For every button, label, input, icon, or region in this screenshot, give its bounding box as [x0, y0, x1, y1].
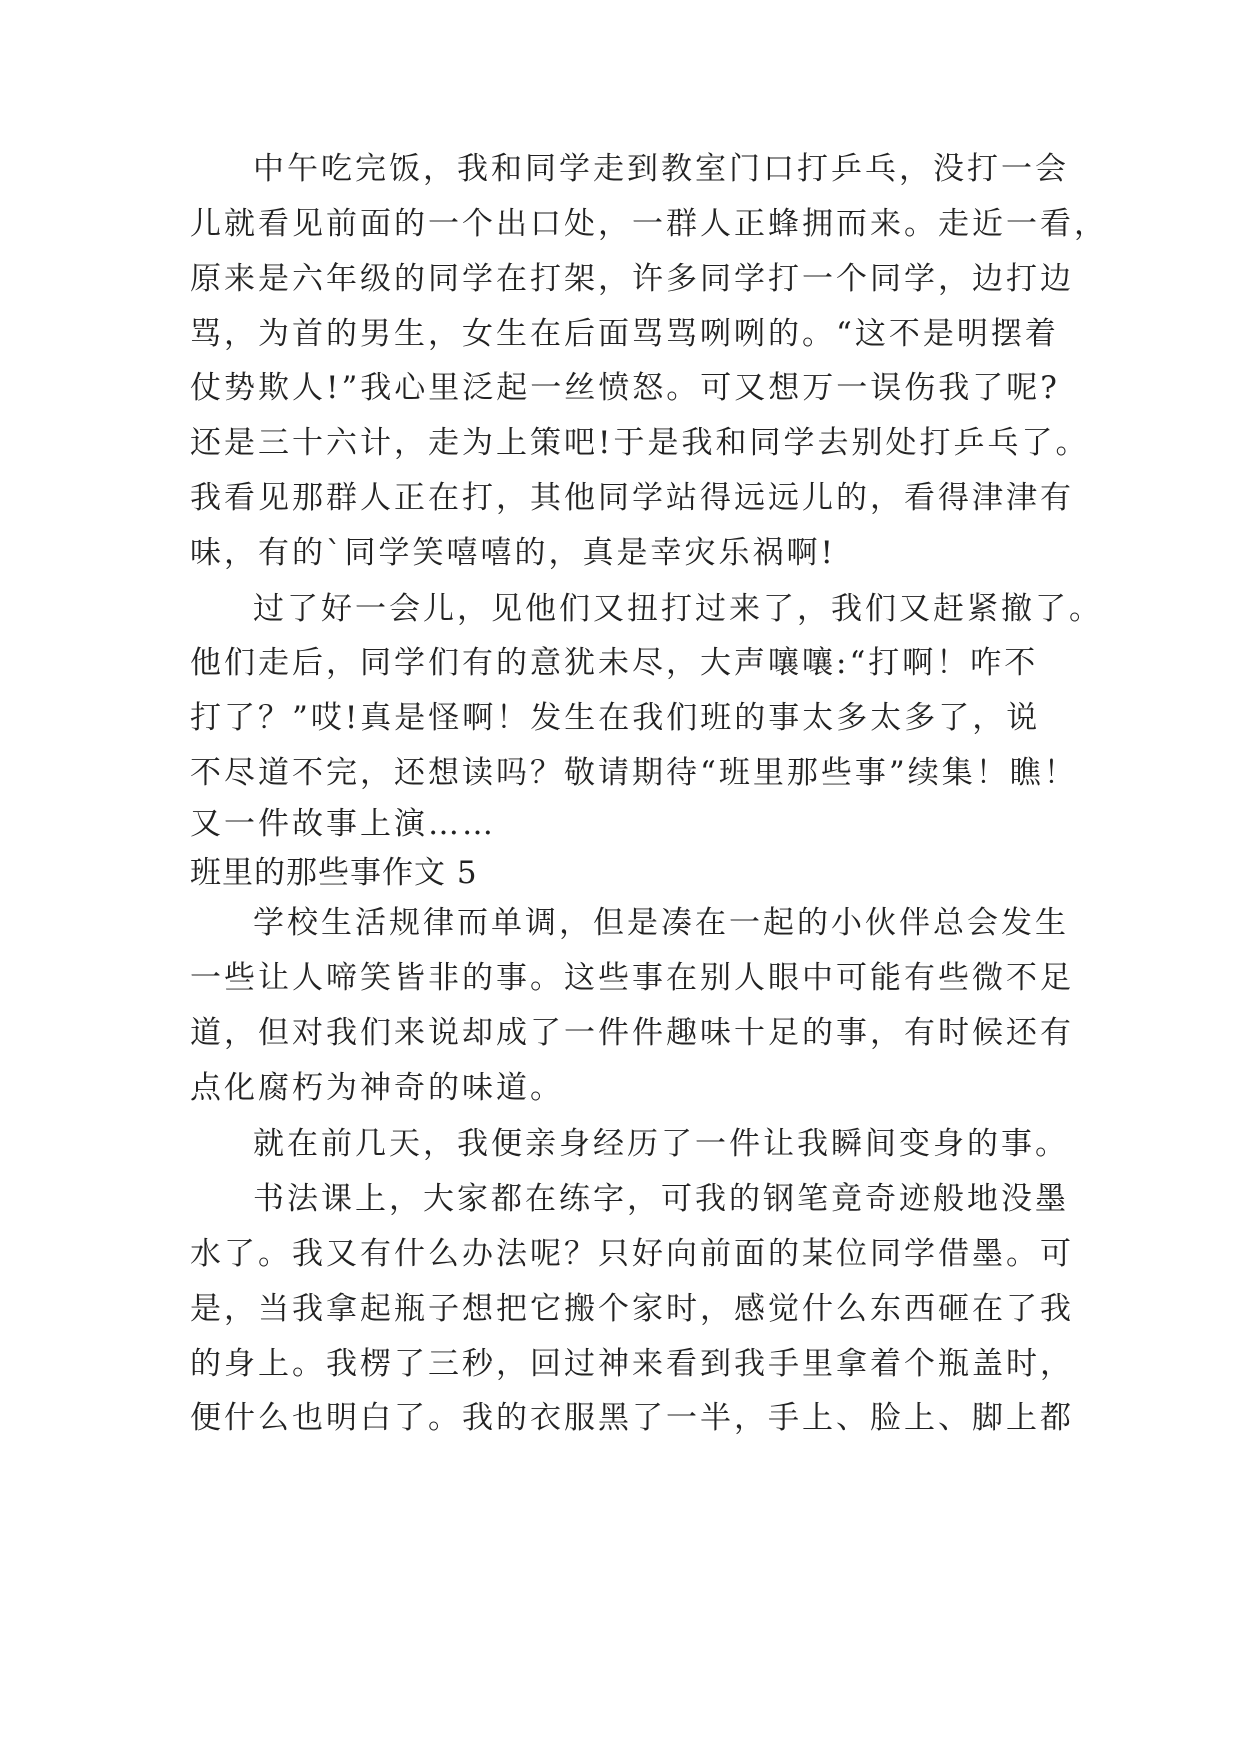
- paragraph-2-line-3: 打了？”哎!真是怪啊！发生在我们班的事太多太多了，说: [190, 700, 1041, 736]
- paragraph-4-line-1: 就在前几天，我便亲身经历了一件让我瞬间变身的事。: [253, 1126, 1069, 1162]
- paragraph-3-line-1: 学校生活规律而单调，但是凑在一起的小伙伴总会发生: [253, 905, 1069, 941]
- paragraph-3-line-4: 点化腐朽为神奇的味道。: [190, 1070, 564, 1106]
- paragraph-5-line-3: 是，当我拿起瓶子想把它搬个家时，感觉什么东西砸在了我: [190, 1291, 1074, 1327]
- paragraph-1-line-1: 中午吃完饭，我和同学走到教室门口打乒乓，没打一会: [253, 151, 1069, 187]
- paragraph-2-line-5: 又一件故事上演……: [190, 806, 496, 842]
- paragraph-1-line-8: 味，有的`同学笑嘻嘻的，真是幸灾乐祸啊!: [190, 535, 836, 571]
- paragraph-2-line-2: 他们走后，同学们有的意犹未尽，大声嚷嚷:“打啊！咋不: [190, 645, 1039, 681]
- paragraph-1-line-2: 儿就看见前面的一个出口处，一群人正蜂拥而来。走近一看，: [190, 206, 1108, 242]
- paragraph-1-line-7: 我看见那群人正在打，其他同学站得远远儿的，看得津津有: [190, 480, 1074, 516]
- paragraph-1-line-3: 原来是六年级的同学在打架，许多同学打一个同学，边打边: [190, 261, 1074, 297]
- paragraph-2-line-4: 不尽道不完，还想读吗？敬请期待“班里那些事”续集！瞧！: [190, 755, 1078, 791]
- section-heading: 班里的那些事作文 5: [190, 855, 478, 891]
- paragraph-1-line-5: 仗势欺人!”我心里泛起一丝愤怒。可又想万一误伤我了呢?: [190, 370, 1060, 406]
- paragraph-5-line-2: 水了。我又有什么办法呢？只好向前面的某位同学借墨。可: [190, 1236, 1074, 1272]
- paragraph-1-line-6: 还是三十六计，走为上策吧!于是我和同学去别处打乒乓了。: [190, 425, 1090, 461]
- paragraph-5-line-4: 的身上。我楞了三秒，回过神来看到我手里拿着个瓶盖时，: [190, 1346, 1074, 1382]
- paragraph-2-line-1: 过了好一会儿，见他们又扭打过来了，我们又赶紧撤了。: [253, 591, 1103, 627]
- paragraph-3-line-3: 道，但对我们来说却成了一件件趣味十足的事，有时候还有: [190, 1015, 1074, 1051]
- paragraph-3-line-2: 一些让人啼笑皆非的事。这些事在别人眼中可能有些微不足: [190, 960, 1074, 996]
- paragraph-1-line-4: 骂，为首的男生，女生在后面骂骂咧咧的。“这不是明摆着: [190, 316, 1059, 352]
- paragraph-5-line-1: 书法课上，大家都在练字，可我的钢笔竟奇迹般地没墨: [253, 1181, 1069, 1217]
- paragraph-5-line-5: 便什么也明白了。我的衣服黑了一半，手上、脸上、脚上都: [190, 1400, 1074, 1436]
